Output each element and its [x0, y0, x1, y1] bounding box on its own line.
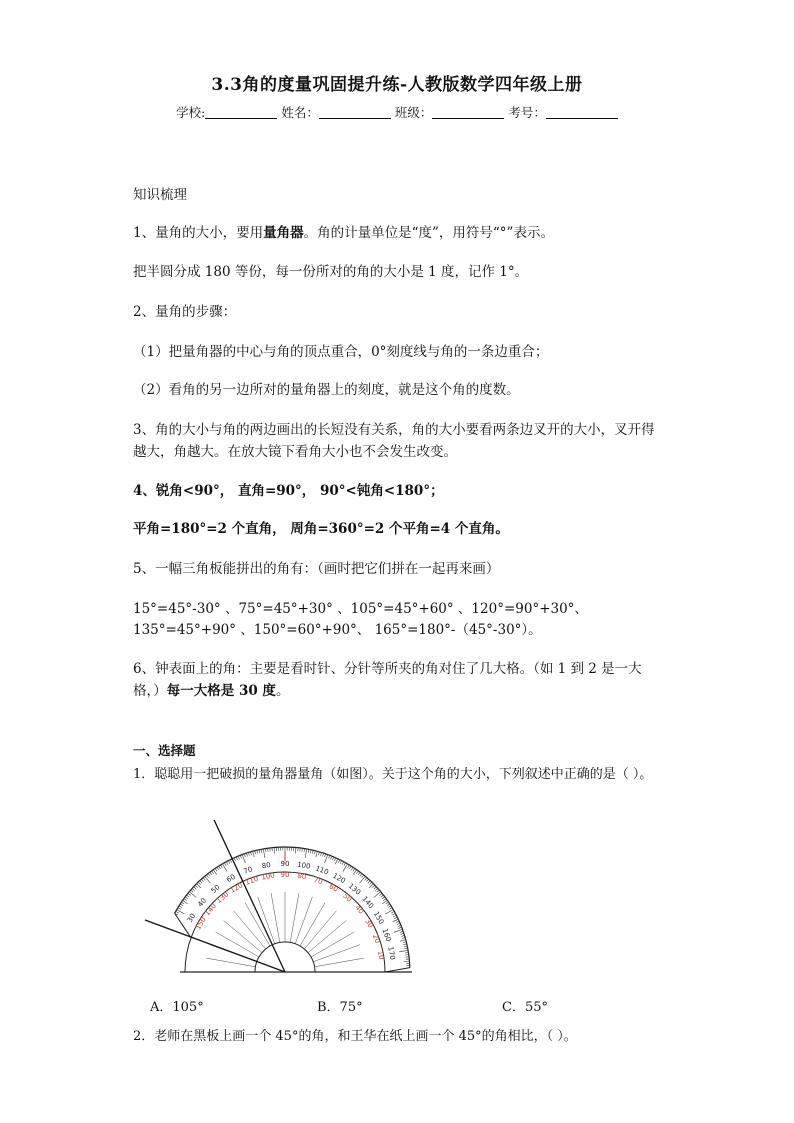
protractor-outer-label: 120	[331, 871, 347, 886]
protractor-tick	[310, 850, 311, 853]
knowledge-item-3: 3、角的大小与角的两边画出的长短没有关系，角的大小要看两条边叉开的大小，叉开得越大，角越大。在放大镜下看角大小也不会发生改变。	[133, 422, 655, 460]
protractor-tick	[356, 871, 358, 874]
protractor-tick	[368, 881, 370, 884]
protractor-tick	[392, 913, 395, 915]
protractor-tick	[208, 873, 210, 876]
protractor-outer-label: 100	[296, 860, 312, 871]
protractor-tick	[181, 902, 184, 904]
protractor-tick	[405, 952, 408, 953]
protractor-tick	[372, 885, 375, 887]
protractor-tick	[274, 847, 275, 853]
option-b[interactable]: B．75°	[317, 1000, 363, 1015]
protractor-tick	[201, 879, 203, 882]
protractor-spoke	[313, 945, 360, 962]
class-label: 班级：	[394, 105, 433, 120]
protractor-tick	[404, 946, 407, 947]
protractor-inner-label: 80	[296, 871, 307, 882]
protractor-tick	[259, 850, 260, 853]
knowledge-item-5-line-1: 15°=45°-30° 、75°=45°+30° 、105°=45°+60° 、120°=90°+30°、	[133, 601, 588, 617]
protractor-tick	[335, 859, 338, 864]
protractor-tick	[403, 944, 406, 945]
protractor-outer-label: 110	[314, 864, 330, 877]
option-a[interactable]: A．105°	[150, 1000, 204, 1015]
protractor-tick	[253, 851, 255, 857]
protractor-tick	[203, 878, 205, 881]
protractor-outer-label: 70	[242, 865, 254, 876]
protractor-tick	[321, 852, 322, 855]
knowledge-heading: 知识梳理	[133, 187, 187, 203]
school-label: 学校:	[176, 105, 206, 120]
protractor-tick	[389, 908, 392, 910]
protractor-right-edge	[385, 968, 410, 972]
protractor-tick	[344, 863, 346, 866]
protractor-tick	[377, 890, 380, 892]
knowledge-item-5: 5、一幅三角板能拼出的角有：（画时把它们拼在一起再来画）	[133, 561, 500, 577]
protractor-inner-label: 20	[370, 933, 382, 945]
protractor-tick	[185, 897, 188, 899]
protractor-tick	[393, 919, 398, 922]
knowledge-item-2-step-1: （1）把量角器的中心与角的顶点重合，0°刻度线与角的一条边重合；	[133, 344, 549, 360]
protractor-tick	[397, 923, 400, 924]
protractor-tick	[393, 915, 396, 917]
protractor-tick	[255, 851, 256, 854]
exam-number-blank[interactable]	[546, 104, 618, 119]
protractor-tick	[382, 897, 385, 899]
protractor-outer-label: 140	[360, 894, 376, 911]
protractor-inner-label: 140	[203, 901, 219, 918]
protractor-figure	[135, 820, 425, 988]
protractor-tick	[212, 871, 214, 874]
option-c[interactable]: C．55°	[502, 1000, 548, 1015]
protractor-tick	[398, 925, 401, 926]
protractor-inner-label: 100	[260, 871, 276, 882]
protractor-outer-label: 40	[196, 896, 209, 909]
protractor-tick	[224, 863, 226, 866]
protractor-tick	[200, 881, 202, 884]
protractor-inner-label: 40	[353, 903, 366, 916]
protractor-outer-label: 60	[225, 872, 237, 885]
protractor-tick	[314, 851, 315, 854]
exam-number-label: 考号：	[508, 105, 546, 120]
protractor-tick	[323, 853, 324, 856]
knowledge-item-1-bold: 量角器	[263, 225, 304, 241]
protractor-tick	[388, 906, 391, 908]
protractor-tick	[353, 868, 355, 871]
protractor-tick	[248, 852, 249, 855]
angle-ray-1	[200, 820, 285, 972]
protractor-tick	[261, 849, 262, 852]
protractor-outer-label: 130	[346, 881, 363, 897]
protractor-tick	[396, 921, 399, 922]
protractor-tick	[194, 887, 197, 889]
protractor-tick	[369, 882, 371, 885]
protractor-tick	[312, 850, 313, 853]
protractor-tick	[265, 849, 266, 852]
question-2-text: 2．老师在黑板上画一个 45°的角，和王华在纸上画一个 45°的角相比，（ ）。	[133, 1029, 577, 1044]
protractor-tick	[180, 904, 183, 906]
broken-protractor	[145, 820, 412, 972]
protractor-tick	[348, 865, 350, 868]
protractor-tick	[340, 861, 342, 864]
protractor-tick	[177, 910, 185, 915]
knowledge-item-6-end: 。	[275, 683, 290, 699]
protractor-tick	[325, 854, 326, 857]
protractor-tick	[385, 910, 393, 915]
protractor-tick	[387, 904, 390, 906]
protractor-tick	[343, 864, 348, 872]
protractor-tick	[304, 849, 305, 852]
protractor-outer-label: 30	[185, 912, 198, 924]
protractor-tick	[188, 893, 191, 895]
protractor-tick	[251, 852, 252, 855]
protractor-tick	[316, 851, 318, 857]
protractor-inner-label: 130	[214, 890, 231, 906]
protractor-tick	[230, 860, 232, 863]
knowledge-item-1-text: 1、量角的大小，要用	[133, 225, 264, 241]
knowledge-item-2: 2、量角的步骤：	[133, 304, 237, 320]
protractor-tick	[308, 849, 309, 852]
protractor-tick	[375, 888, 378, 890]
protractor-tick	[238, 856, 239, 859]
protractor-tick	[198, 882, 200, 885]
protractor-tick	[234, 858, 235, 861]
protractor-spoke	[295, 897, 312, 944]
protractor-tick	[223, 864, 228, 872]
knowledge-item-1-detail: 把半圆分成 180 等份，每一份所对的角的大小是 1 度，记作 1°。	[133, 264, 529, 280]
protractor-tick	[334, 858, 335, 861]
protractor-tick	[401, 935, 404, 936]
protractor-spoke	[206, 958, 255, 967]
protractor-spoke	[290, 893, 299, 942]
protractor-tick	[179, 906, 182, 908]
protractor-tick	[184, 899, 187, 901]
protractor-spoke	[271, 893, 280, 942]
protractor-tick	[318, 852, 319, 855]
protractor-inner-label: 30	[363, 917, 375, 930]
protractor-tick	[402, 938, 405, 939]
student-info-line	[0, 103, 794, 121]
knowledge-item-6-text: 6、钟表面上的角：主要是看时针、分针等所夹的角对住了几大格。（如 1 到 2 是一大格，）	[133, 661, 642, 699]
protractor-inner-label: 60	[327, 882, 340, 894]
protractor-tick	[394, 917, 397, 919]
knowledge-item-4: 4、锐角<90°， 直角=90°， 90°<钝角<180°；	[133, 483, 444, 499]
protractor-tick	[263, 849, 265, 858]
protractor-tick	[360, 873, 362, 876]
protractor-tick	[244, 854, 245, 857]
protractor-tick	[210, 872, 212, 875]
protractor-tick	[236, 857, 237, 860]
protractor-tick	[219, 866, 221, 869]
protractor-inner-label: 150	[194, 915, 208, 932]
protractor-tick	[192, 888, 195, 890]
protractor-tick	[366, 879, 368, 882]
protractor-tick	[176, 911, 179, 913]
name-blank[interactable]	[319, 104, 391, 119]
protractor-tick	[381, 895, 384, 897]
protractor-tick	[305, 849, 307, 858]
protractor-inner-label: 10	[375, 950, 386, 961]
protractor-inner-label: 110	[244, 874, 260, 887]
protractor-tick	[332, 857, 333, 860]
protractor-tick	[195, 885, 198, 887]
protractor-tick	[342, 862, 344, 865]
protractor-tick	[361, 875, 363, 878]
protractor-tick	[391, 911, 394, 913]
protractor-tick	[404, 961, 410, 962]
protractor-tick	[398, 927, 401, 928]
protractor-tick	[189, 892, 196, 898]
protractor-tick	[246, 853, 247, 856]
protractor-tick	[186, 895, 189, 897]
protractor-tick	[386, 902, 389, 904]
protractor-tick	[329, 855, 330, 858]
protractor-tick	[338, 860, 340, 863]
page-title: 3.3角的度量巩固提升练-人教版数学四年级上册	[211, 75, 583, 95]
protractor-outer-label: 90	[280, 860, 290, 868]
protractor-inner-label: 50	[341, 891, 354, 904]
protractor-tick	[374, 892, 381, 898]
protractor-outer-label: 50	[209, 883, 222, 896]
protractor-tick	[221, 865, 223, 868]
class-blank[interactable]	[432, 104, 504, 119]
protractor-tick	[401, 933, 404, 934]
protractor-tick	[228, 861, 230, 864]
protractor-tick	[360, 876, 366, 883]
protractor-tick	[215, 868, 217, 871]
protractor-tick	[226, 862, 228, 865]
protractor-tick	[365, 878, 367, 881]
knowledge-item-6-bold: 每一大格是 30 度	[166, 683, 276, 699]
protractor-tick	[351, 867, 353, 870]
name-label: 姓名：	[281, 105, 319, 120]
protractor-tick	[205, 876, 211, 883]
protractor-tick	[374, 887, 377, 889]
knowledge-item-5-line-2: 135°=45°+90° 、150°=60°+90°、 165°=180°-（45°-30°）。	[133, 622, 542, 638]
protractor-tick	[404, 948, 407, 949]
protractor-inner-label: 70	[312, 875, 324, 887]
protractor-tick	[400, 940, 406, 942]
knowledge-item-4-detail: 平角=180°=2 个直角， 周角=360°=2 个平角=4 个直角。	[133, 521, 509, 537]
knowledge-item-1	[133, 222, 663, 244]
school-blank[interactable]	[205, 104, 277, 119]
protractor-inner-label: 120	[228, 881, 245, 895]
protractor-tick	[217, 867, 219, 870]
protractor-tick	[191, 890, 194, 892]
protractor-tick	[358, 872, 360, 875]
knowledge-item-6	[133, 658, 663, 702]
protractor-outer-label: 160	[380, 927, 393, 943]
protractor-tick	[383, 899, 386, 901]
question-1-text: 1．聪聪用一把破损的量角器量角（如图）。关于这个角的大小，下列叙述中正确的是（ ）。	[133, 767, 653, 782]
protractor-outer-label: 150	[371, 910, 386, 926]
protractor-tick	[331, 856, 332, 859]
knowledge-item-1-text-end: 。角的计量单位是“度”，用符号“°”表示。	[303, 225, 554, 241]
protractor-tick	[206, 875, 208, 878]
protractor-inner-label: 90	[280, 871, 290, 879]
protractor-center-arc	[255, 942, 315, 972]
knowledge-item-2-step-2: （2）看角的另一边所对的量角器上的刻度，就是这个角的度数。	[133, 382, 520, 398]
protractor-tick	[257, 850, 258, 853]
protractor-tick	[178, 908, 181, 910]
protractor-outer-label: 80	[261, 860, 272, 871]
protractor-tick	[379, 893, 382, 895]
protractor-tick	[240, 855, 241, 858]
protractor-spoke	[315, 958, 364, 967]
protractor-tick	[399, 950, 408, 952]
protractor-tick	[400, 931, 403, 932]
protractor-tick	[295, 847, 296, 853]
protractor-tick	[349, 866, 351, 869]
protractor-outer-label: 170	[386, 945, 397, 961]
protractor-tick	[403, 942, 406, 943]
section-heading-choice: 一、选择题	[133, 743, 196, 758]
